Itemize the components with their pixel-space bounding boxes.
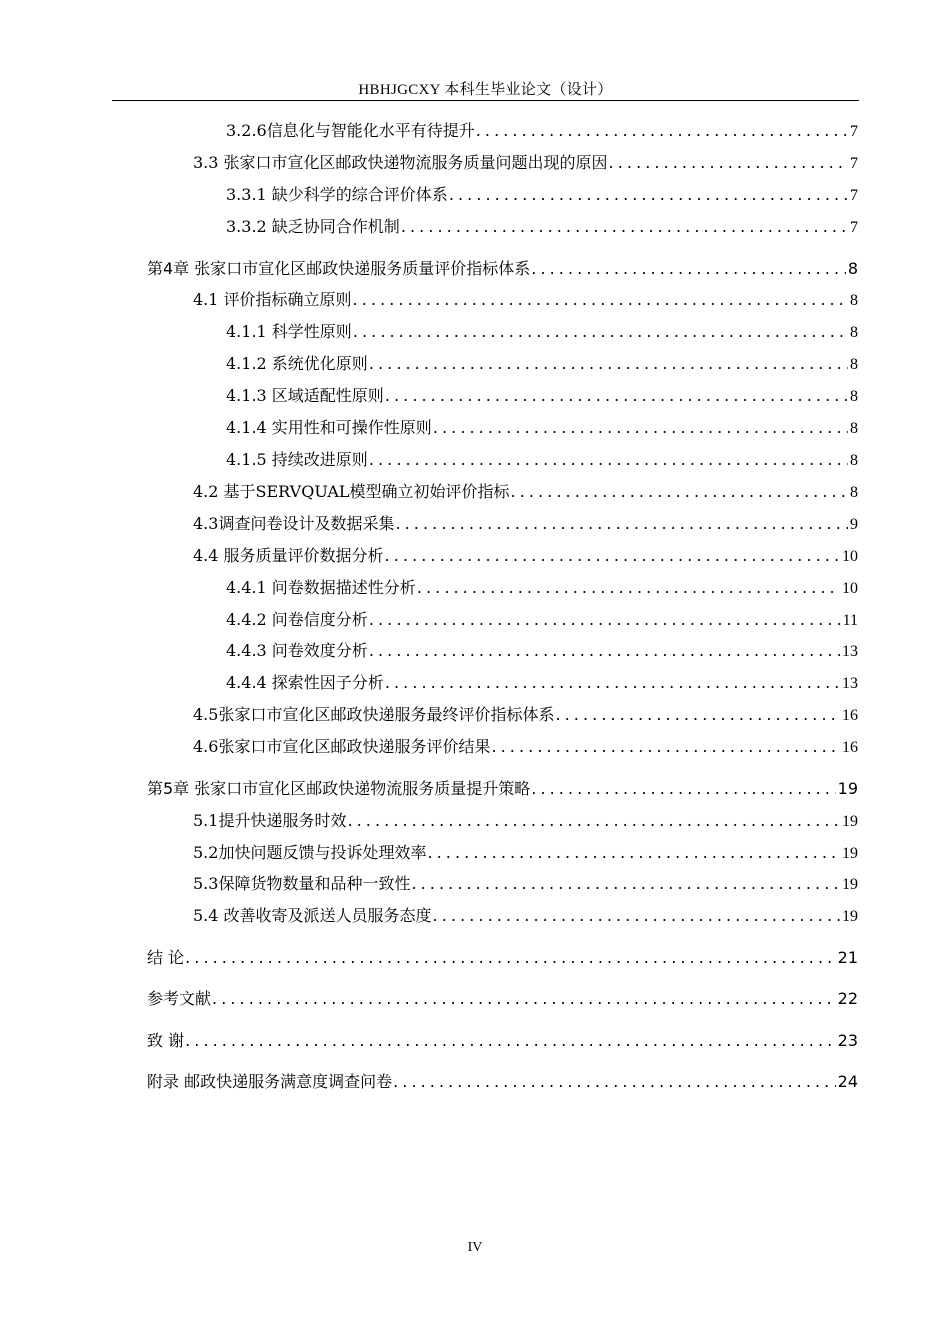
toc-leader-dots [212, 989, 836, 1009]
toc-entry[interactable] [193, 153, 858, 174]
toc-leader-dots [531, 779, 835, 799]
toc-entry[interactable] [193, 843, 858, 864]
toc-entry-page: 8 [850, 356, 858, 373]
toc-chapter-entry[interactable] [147, 259, 858, 279]
toc-entry-page: 8 [847, 259, 858, 278]
toc-entry-page: 19 [842, 813, 858, 830]
toc-entry-page: 24 [837, 1072, 858, 1091]
toc-entry-title: 3.3.2 缺乏协同合作机制 [226, 217, 400, 236]
page-number: IV [467, 1240, 483, 1255]
toc-entry-title: 第4章 张家口市宣化区邮政快递服务质量评价指标体系 [147, 259, 531, 278]
toc-entry-title: 第5章 张家口市宣化区邮政快递物流服务质量提升策略 [147, 779, 531, 798]
toc-chapter-entry[interactable] [147, 1072, 858, 1092]
toc-entry-page: 19 [842, 908, 858, 925]
toc-entry-title: 3.3.1 缺少科学的综合评价体系 [226, 185, 448, 204]
toc-entry-page: 19 [837, 779, 858, 798]
toc-entry-page: 7 [850, 123, 858, 140]
toc-entry[interactable] [226, 578, 858, 599]
toc-entry-page: 21 [837, 948, 858, 967]
toc-chapter-entry[interactable] [147, 989, 858, 1009]
toc-leader-dots [185, 948, 836, 968]
toc-chapter-entry[interactable] [147, 1031, 858, 1051]
toc-leader-dots [433, 906, 840, 926]
toc-leader-dots [185, 1031, 836, 1051]
toc-leader-dots [417, 578, 840, 598]
toc-entry[interactable] [193, 811, 858, 832]
toc-entry[interactable] [226, 641, 858, 662]
toc-entry-title: 4.4.1 问卷数据描述性分析 [226, 578, 416, 597]
header-rule [112, 100, 859, 101]
toc-entry[interactable] [226, 322, 858, 343]
toc-entry-title: 4.4.3 问卷效度分析 [226, 641, 368, 660]
toc-entry[interactable] [193, 546, 858, 567]
toc-entry-page: 8 [850, 452, 858, 469]
toc-entry-page: 23 [837, 1031, 858, 1050]
toc-entry[interactable] [193, 482, 858, 503]
toc-entry-page: 8 [850, 324, 858, 341]
toc-leader-dots [411, 874, 840, 894]
toc-leader-dots [609, 153, 848, 173]
page-header: HBHJGCXY 本科生毕业论文（设计） [358, 82, 613, 98]
toc-entry-title: 致 谢 [147, 1031, 185, 1050]
toc-entry-page: 7 [850, 187, 858, 204]
toc-entry-page: 19 [842, 845, 858, 862]
toc-entry-title: 5.1提升快递服务时效 [193, 811, 347, 830]
toc-entry-page: 8 [850, 292, 858, 309]
toc-entry-title: 4.1.1 科学性原则 [226, 322, 352, 341]
toc-leader-dots [491, 737, 840, 757]
toc-entry[interactable] [226, 418, 858, 439]
toc-entry[interactable] [226, 354, 858, 375]
toc-leader-dots [353, 290, 848, 310]
toc-entry-page: 8 [850, 388, 858, 405]
toc-entry-page: 11 [842, 612, 858, 629]
toc-entry-title: 4.6张家口市宣化区邮政快递服务评价结果 [193, 737, 491, 756]
toc-entry-page: 16 [842, 739, 858, 756]
toc-entry[interactable] [193, 737, 858, 758]
toc-entry-title: 4.4 服务质量评价数据分析 [193, 546, 384, 565]
toc-entry-title: 4.3调查问卷设计及数据采集 [193, 514, 395, 533]
toc-entry-page: 22 [837, 989, 858, 1008]
toc-entry-page: 7 [850, 155, 858, 172]
toc-entry[interactable] [226, 386, 858, 407]
toc-entry[interactable] [193, 705, 858, 726]
toc-entry[interactable] [193, 290, 858, 311]
toc-entry-title: 4.4.2 问卷信度分析 [226, 610, 368, 629]
toc-entry-page: 9 [850, 516, 858, 533]
toc-entry[interactable] [226, 217, 858, 238]
toc-entry-title: 3.3 张家口市宣化区邮政快递物流服务质量问题出现的原因 [193, 153, 608, 172]
toc-leader-dots [401, 217, 848, 237]
toc-entry-page: 10 [842, 580, 858, 597]
toc-leader-dots [369, 354, 848, 374]
toc-entry-page: 16 [842, 707, 858, 724]
toc-entry-title: 参考文献 [147, 989, 212, 1008]
toc-entry-title: 4.5张家口市宣化区邮政快递服务最终评价指标体系 [193, 705, 555, 724]
toc-leader-dots [427, 843, 840, 863]
toc-entry-title: 4.1.3 区域适配性原则 [226, 386, 384, 405]
toc-leader-dots [433, 418, 848, 438]
toc-entry-title: 3.2.6信息化与智能化水平有待提升 [226, 121, 475, 140]
toc-entry[interactable] [193, 514, 858, 535]
toc-entry[interactable] [226, 121, 858, 142]
toc-entry[interactable] [193, 874, 858, 895]
toc-leader-dots [531, 259, 846, 279]
toc-leader-dots [393, 1072, 836, 1092]
toc-leader-dots [449, 185, 848, 205]
toc-leader-dots [353, 322, 848, 342]
toc-entry-page: 8 [850, 484, 858, 501]
toc-leader-dots [385, 673, 840, 693]
toc-entry[interactable] [226, 450, 858, 471]
toc-leader-dots [385, 546, 840, 566]
toc-leader-dots [511, 482, 849, 502]
toc-entry-page: 8 [850, 420, 858, 437]
toc-entry-title: 5.2加快问题反馈与投诉处理效率 [193, 843, 427, 862]
toc-chapter-entry[interactable] [147, 948, 858, 968]
toc-entry-title: 结 论 [147, 948, 185, 967]
toc-entry-page: 13 [842, 643, 858, 660]
toc-entry-title: 4.1.5 持续改进原则 [226, 450, 368, 469]
toc-leader-dots [369, 610, 841, 630]
toc-entry-page: 10 [842, 548, 858, 565]
toc-entry[interactable] [226, 185, 858, 206]
toc-entry-title: 4.1 评价指标确立原则 [193, 290, 352, 309]
toc-entry[interactable] [193, 906, 858, 927]
toc-entry[interactable] [226, 673, 858, 694]
toc-entry-title: 4.1.2 系统优化原则 [226, 354, 368, 373]
toc-entry-title: 4.2 基于SERVQUAL模型确立初始评价指标 [193, 482, 510, 501]
toc-entry[interactable] [226, 610, 858, 631]
toc-leader-dots [385, 386, 848, 406]
toc-chapter-entry[interactable] [147, 779, 858, 799]
toc-leader-dots [369, 641, 840, 661]
toc-entry-title: 4.4.4 探索性因子分析 [226, 673, 384, 692]
toc-entry-page: 13 [842, 675, 858, 692]
toc-entry-title: 5.4 改善收寄及派送人员服务态度 [193, 906, 432, 925]
toc-entry-title: 4.1.4 实用性和可操作性原则 [226, 418, 432, 437]
toc-entry-page: 7 [850, 219, 858, 236]
toc-leader-dots [476, 121, 848, 141]
toc-leader-dots [395, 514, 848, 534]
toc-leader-dots [347, 811, 840, 831]
toc-entry-title: 5.3保障货物数量和品种一致性 [193, 874, 411, 893]
toc-leader-dots [369, 450, 848, 470]
toc-entry-page: 19 [842, 876, 858, 893]
toc-entry-title: 附录 邮政快递服务满意度调查问卷 [147, 1072, 393, 1091]
toc-leader-dots [555, 705, 840, 725]
